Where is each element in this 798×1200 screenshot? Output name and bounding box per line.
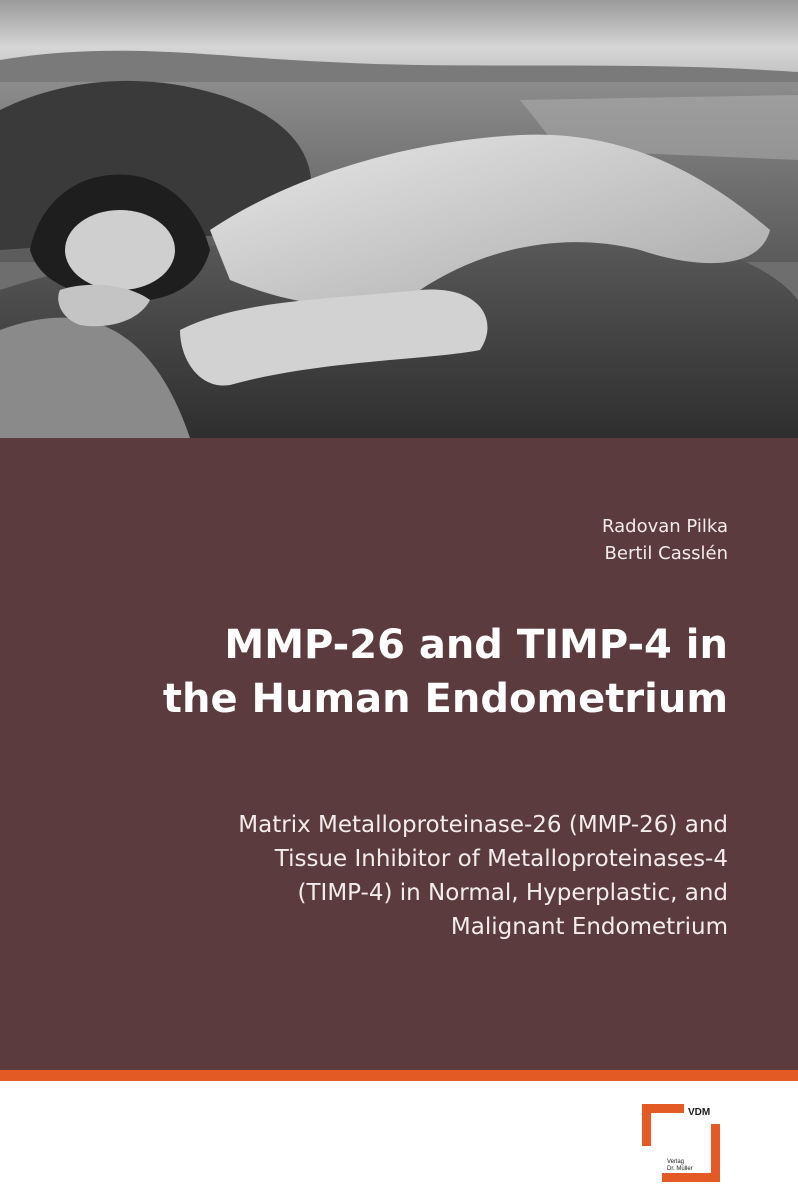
- subtitle-line: (TIMP-4) in Normal, Hyperplastic, and: [297, 880, 728, 906]
- subtitle-line: Tissue Inhibitor of Metalloproteinases-4: [274, 846, 728, 872]
- author-name: Bertil Casslén: [604, 543, 728, 564]
- book-subtitle: [28, 808, 728, 944]
- subtitle-line: Matrix Metalloproteinase-26 (MMP-26) and: [238, 812, 728, 838]
- book-title: [28, 618, 728, 726]
- photo-illustration: [0, 0, 798, 438]
- author-list: [602, 513, 728, 567]
- orange-stripe: [0, 1070, 798, 1081]
- logo-text: VDM: [688, 1107, 711, 1118]
- cover-photo: [0, 0, 798, 438]
- title-line: the Human Endometrium: [162, 676, 728, 722]
- subtitle-line: Malignant Endometrium: [450, 914, 728, 940]
- title-line: MMP-26 and TIMP-4 in: [224, 622, 728, 668]
- logo-subtext: Verlag Dr. Müller: [667, 1159, 693, 1172]
- publisher-logo: [642, 1104, 720, 1182]
- author-name: Radovan Pilka: [602, 516, 728, 537]
